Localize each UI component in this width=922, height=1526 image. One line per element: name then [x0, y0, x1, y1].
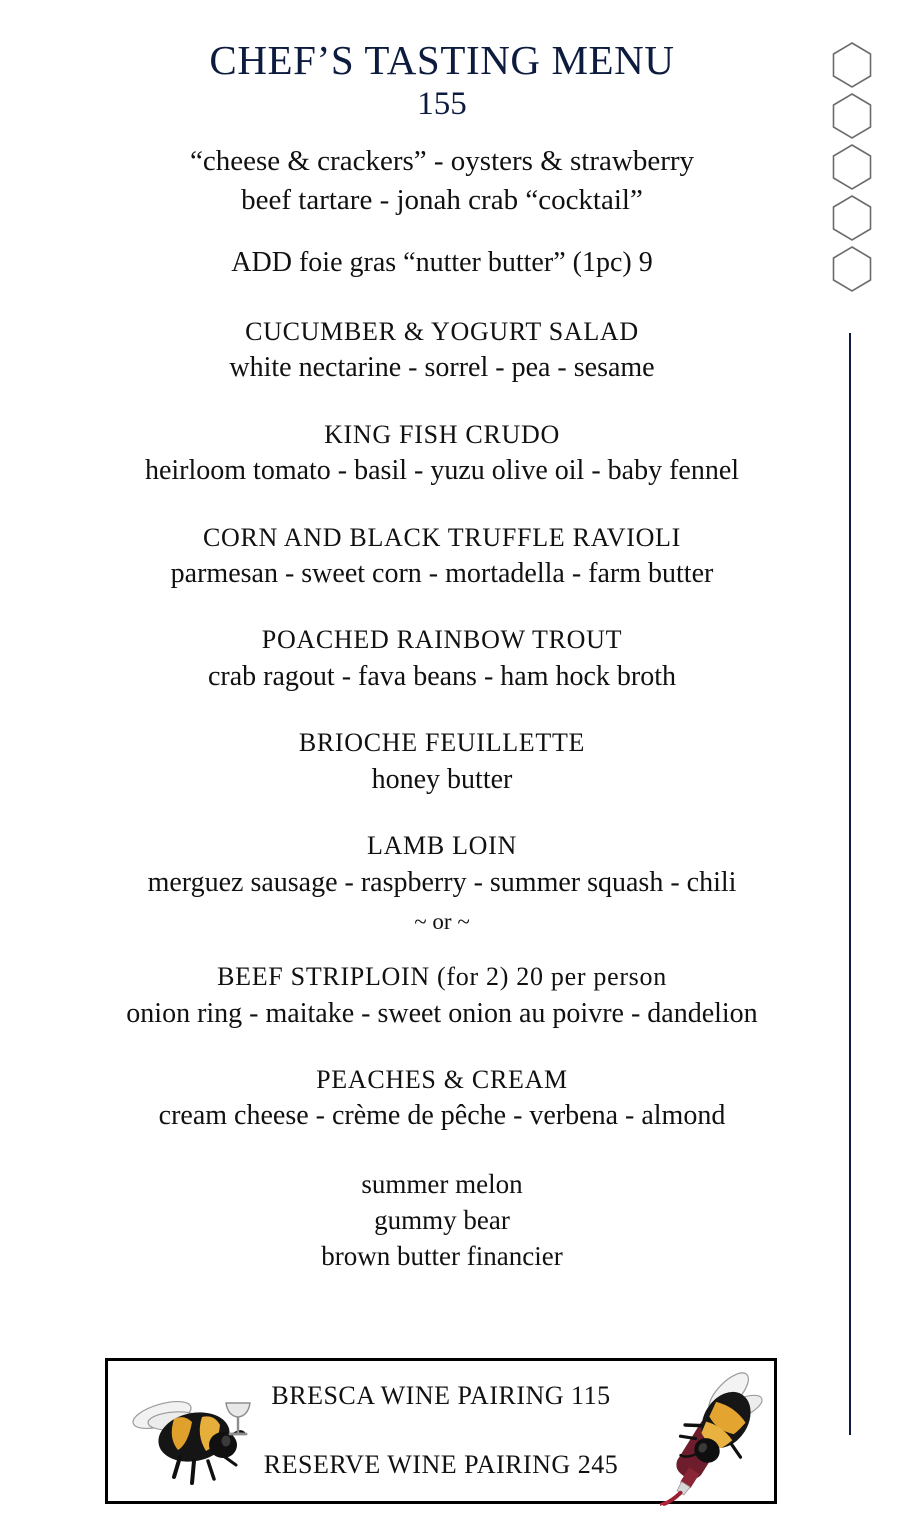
- course-description: merguez sausage - raspberry - summer squash - chili: [147, 866, 737, 898]
- course-description: cream cheese - crème de pêche - verbena - almond: [158, 1100, 726, 1132]
- course-name: CUCUMBER & YOGURT SALAD: [245, 316, 639, 346]
- wine-pairing-box: [105, 1358, 777, 1504]
- course-item: [0, 316, 884, 387]
- course-description: heirloom tomato - basil - yuzu olive oil - baby fennel: [144, 455, 740, 487]
- course-description: crab ragout - fava beans - ham hock broth: [207, 660, 677, 692]
- or-divider: ~ or ~: [414, 909, 470, 935]
- reserve-wine-pairing: RESERVE WINE PAIRING 245: [263, 1450, 619, 1479]
- mignardise-item: summer melon: [361, 1168, 523, 1199]
- course-item: [0, 522, 884, 593]
- page-title: CHEF’S TASTING MENU: [209, 37, 675, 83]
- course-item: [0, 727, 884, 798]
- bresca-wine-pairing: BRESCA WINE PAIRING 115: [271, 1381, 611, 1411]
- course-description: parmesan - sweet corn - mortadella - farm butter: [170, 558, 714, 589]
- course-name: CORN AND BLACK TRUFFLE RAVIOLI: [203, 522, 681, 552]
- amuse-line-1: “cheese & crackers” - oysters & strawberry: [189, 145, 695, 178]
- mignardise-item: gummy bear: [374, 1204, 510, 1235]
- courses-list: [0, 316, 884, 1135]
- course-name: BEEF STRIPLOIN (for 2) 20 per person: [217, 962, 667, 992]
- course-description: onion ring - maitake - sweet onion au poivre - dandelion: [126, 997, 758, 1029]
- course-item: [0, 419, 884, 490]
- course-name: POACHED RAINBOW TROUT: [261, 625, 623, 655]
- amuse-line-2: beef tartare - jonah crab “cocktail”: [241, 183, 643, 216]
- course-name: BRIOCHE FEUILLETTE: [298, 728, 586, 758]
- course-name: PEACHES & CREAM: [316, 1064, 568, 1094]
- course-description: white nectarine - sorrel - pea - sesame: [229, 352, 655, 384]
- course-name: LAMB LOIN: [366, 831, 517, 861]
- course-item: [0, 830, 884, 901]
- bee-with-wine-bottle-icon: [660, 1365, 772, 1507]
- course-item: [0, 961, 884, 1032]
- course-description: honey butter: [371, 763, 513, 795]
- menu-price: 155: [417, 86, 467, 123]
- course-item: [0, 624, 884, 695]
- supplement-foie-gras: ADD foie gras “nutter butter” (1pc) 9: [231, 247, 653, 279]
- mignardise-item: brown butter financier: [321, 1240, 563, 1271]
- mignardises-list: [0, 1167, 884, 1275]
- course-name: KING FISH CRUDO: [324, 419, 560, 449]
- amuse-bouche-section: [0, 142, 884, 282]
- course-item: [0, 1064, 884, 1135]
